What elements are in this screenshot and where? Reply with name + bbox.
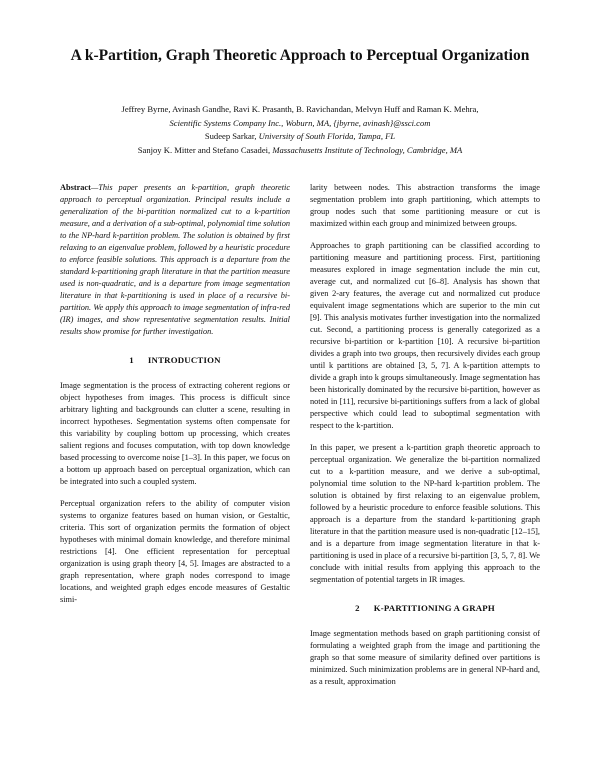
section-title: INTRODUCTION xyxy=(147,355,221,365)
abstract xyxy=(60,182,290,338)
body-paragraph: Image segmentation is the process of extracting coherent regions or object hypotheses from images. This process is difficult since arbitrary lighting and backgrounds can clutter a scene, resulting in incorrect hypotheses. Segmentation systems often compensate for this variability by coupling bottom up processing, which creates salient regions and focuses computation, with top down knowledge based processing to overcome noise [1–3]. In this paper, we focus on a bottom up approach based on perceptual organization, which can be integrated into such a coupled system. xyxy=(60,381,290,486)
author-names-1: Jeffrey Byrne, Avinash Gandhe, Ravi K. Prasanth, B. Ravichandan, Melvyn Huff and Raman K. Mehra, xyxy=(121,104,479,114)
body-paragraph: Image segmentation methods based on graph partitioning consist of formulating a weighted graph from the image and partitioning the graph so that some measure of similarity defined over partitions is minimized. Such minimization problems are in general NP-hard and, as a result, approximation xyxy=(310,629,540,686)
author-line-3 xyxy=(40,144,560,158)
section-number: 2 xyxy=(355,603,360,613)
paper-title: A k-Partition, Graph Theoretic Approach to Perceptual Organization xyxy=(70,47,530,64)
author-affiliation-2: University of South Florida, Tampa, FL xyxy=(258,131,396,141)
author-line-2 xyxy=(40,130,560,144)
left-column xyxy=(60,182,290,616)
author-affiliation-1: Scientific Systems Company Inc., Woburn, MA, {jbyrne, avinash}@ssci.com xyxy=(169,117,431,128)
author-affiliation-3: Massachusetts Institute of Technology, Cambridge, MA xyxy=(272,144,463,155)
author-block xyxy=(40,103,560,157)
author-line-1 xyxy=(40,103,560,117)
section-number: 1 xyxy=(129,355,134,365)
abstract-label: Abstract xyxy=(60,183,91,192)
section-title: K-PARTITIONING A GRAPH xyxy=(373,603,495,613)
affiliation-line-1 xyxy=(40,117,560,131)
body-paragraph: Approaches to graph partitioning can be classified according to partitioning measure and partitioning process. First, partitioning measures explored in image segmentation include the min cut, average cut, and normalized cut [6–8]. Analysis has shown that given 2-ary features, the average cut and normalized cut produce equivalent image segmentations which are superior to the min cut [9]. This analysis motivates further investigation into the normalized cut. Second, a partitioning process is generally categorized as a recursive bi-partition or k-partition [10]. A recursive bi-partition divides a graph into two groups, then recursively divides each group until k partitions are obtained [3, 5, 7]. A k-partition attempts to divide a graph into k groups simultaneously. Image segmentation has been historically dominated by the recursive bi-partition, however as noted in [11], recursive bi-partitionings suffers from a lack of global perspective which could lead to suboptimal segmentation with respect to the k-partition. xyxy=(310,241,540,430)
body-paragraph: In this paper, we present a k-partition graph theoretic approach to perceptual organization. We generalize the bi-partition normalized cut to a k-partition measure, and we derive a sub-optimal, polynomial time solution to the NP-hard k-partition problem. The solution is obtained by first relaxing to an eigenvalue problem, followed by a heuristic procedure to enforce feasible solutions. This approach is a departure from the standard k-partitioning graph literature in that the partition measure used is non-quadratic [12–15], and is a departure from image segmentation literature in that k-partitioning is used in place of a recursive bi-partition [3, 5, 7, 8]. We conclude with initial results from applying this approach to the segmentation of potential targets in IR images. xyxy=(310,443,540,584)
section-heading-introduction xyxy=(60,354,290,366)
body-paragraph: larity between nodes. This abstraction transforms the image segmentation problem into graph partitioning, which attempts to group nodes such that some partitioning measure or cut is maximized within each group and minimized between groups. xyxy=(310,183,540,228)
author-names-3: Sanjoy K. Mitter and Stefano Casadei, xyxy=(137,144,271,155)
section-heading-k-partitioning xyxy=(310,602,540,614)
right-column xyxy=(310,182,540,698)
author-names-2: Sudeep Sarkar, xyxy=(204,131,257,141)
abstract-text: —This paper presents an k-partition, graph theoretic approach to perceptual organization. Principal results include a generalization of the bi-partition normalized cut to a k-partition measure, and a derivation of a sub-optimal, polynomial time solution to the NP-hard k-partition problem. The solution is obtained by first relaxing to an eigenvalue problem, followed by a heuristic procedure to enforce feasible solutions. This approach is a departure from the standard k-partitioning graph literature in that the partition measure used is non-quadratic, and is a departure from image segmentation literature in that k-partitioning is used in place of a recursive bi-partition. We apply this approach to image segmentation of infra-red (IR) images, and show representative segmentation results. Initial results show promise for further investigation. xyxy=(60,183,290,336)
body-paragraph: Perceptual organization refers to the ability of computer vision systems to organize features based on human vision, or Gestaltic, criteria. This sort of organization permits the formation of object hypotheses with minimal domain knowledge, and therefore minimal restrictions [4]. One efficient representation for perceptual organization is using graph theory [4, 5]. Images are abstracted to a graph representation, where graph nodes correspond to image locations, and weighted graph edges encode measures of Gestaltic simi- xyxy=(60,499,290,604)
